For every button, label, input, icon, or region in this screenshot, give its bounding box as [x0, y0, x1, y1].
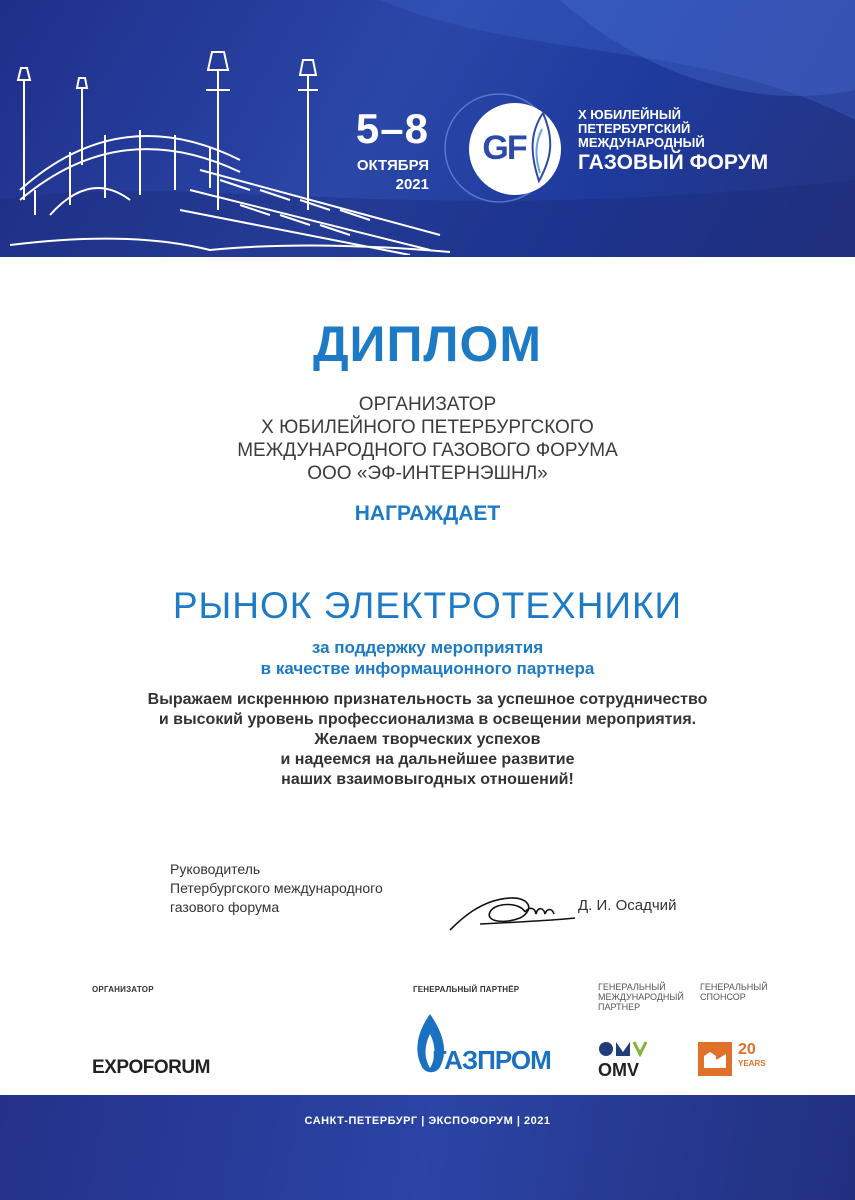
- gazprom-logo-text: ГАЗПРОМ: [432, 1045, 551, 1075]
- awards-heading: НАГРАЖДАЕТ: [354, 502, 501, 525]
- organizer-line: X ЮБИЛЕЙНОГО ПЕТЕРБУРГСКОГО: [261, 417, 594, 438]
- forum-logo-text: GF: [482, 129, 526, 167]
- organizer-line: ОРГАНИЗАТОР: [358, 394, 497, 415]
- sponsor-emblem-icon: [698, 1042, 732, 1076]
- signatory-role: [170, 860, 383, 917]
- forum-logo: [469, 103, 561, 195]
- forum-name-line2: ПЕТЕРБУРГСКИЙ: [578, 121, 691, 136]
- thanks-line: наших взаимовыгодных отношений!: [281, 771, 574, 788]
- intl-partner-label-line: ПАРТНЕР: [598, 1002, 641, 1012]
- signatory-role-line: Петербургского международного: [170, 880, 383, 896]
- thanks-line: Желаем творческих успехов: [314, 731, 541, 748]
- intl-partner-label-line: МЕЖДУНАРОДНЫЙ: [598, 992, 684, 1002]
- signatory-role-line: Руководитель: [170, 861, 261, 877]
- header-banner: [0, 0, 855, 257]
- sponsor-badge-sub: YEARS: [738, 1059, 766, 1068]
- sponsor-badge-number: 20: [738, 1041, 756, 1058]
- sponsor-label: [700, 982, 768, 1002]
- thanks-line: Выражаем искреннюю признательность за успешное сотрудничество: [147, 691, 708, 708]
- omv-logo-icon: [598, 1040, 648, 1058]
- event-dates: [333, 105, 429, 195]
- forum-name-line1: X ЮБИЛЕЙНЫЙ: [578, 107, 681, 122]
- intl-partner-label-line: ГЕНЕРАЛЬНЫЙ: [598, 982, 666, 992]
- organizer-line: МЕЖДУНАРОДНОГО ГАЗОВОГО ФОРУМА: [237, 440, 618, 461]
- sponsor-logo: [698, 1042, 770, 1080]
- sponsor-label-line: СПОНСОР: [700, 992, 746, 1002]
- forum-name-line3: МЕЖДУНАРОДНЫЙ: [578, 135, 705, 150]
- thanks-line: и высокий уровень профессионализма в освещении мероприятия.: [158, 711, 697, 728]
- reason-block: [0, 637, 855, 679]
- forum-name-line4: ГАЗОВЫЙ ФОРУМ: [578, 151, 769, 174]
- omv-logo-text: OMV: [598, 1060, 640, 1080]
- dates-range: 5–8: [355, 105, 429, 152]
- diploma-title: ДИПЛОМ: [312, 316, 543, 372]
- organizer-block: [0, 393, 855, 485]
- general-partner-label: ГЕНЕРАЛЬНЫЙ ПАРТНЁР: [413, 985, 520, 994]
- recipient-name: РЫНОК ЭЛЕКТРОТЕХНИКИ: [172, 585, 683, 626]
- thanks-line: и надеемся на дальнейшее развитие: [280, 751, 575, 768]
- intl-partner-label: [598, 982, 684, 1012]
- dates-month: ОКТЯБРЯ: [356, 157, 429, 174]
- footer-text: САНКТ-ПЕТЕРБУРГ | ЭКСПОФОРУМ | 2021: [304, 1115, 551, 1127]
- thanks-block: [0, 690, 855, 790]
- sponsor-label-line: ГЕНЕРАЛЬНЫЙ: [700, 982, 768, 992]
- reason-line: за поддержку мероприятия: [311, 638, 544, 657]
- dates-year: 2021: [395, 176, 429, 193]
- organizer-label: ОРГАНИЗАТОР: [92, 985, 154, 994]
- handwritten-signature: [440, 880, 580, 940]
- expoforum-logo: EXPOFORUM: [92, 1057, 210, 1078]
- signatory-role-line: газового форума: [170, 899, 280, 915]
- signatory-name: Д. И. Осадчий: [578, 897, 677, 914]
- forum-name: [578, 108, 768, 176]
- flame-icon: [529, 111, 555, 185]
- footer-banner: [0, 1095, 855, 1200]
- organizer-line: ООО «ЭФ-ИНТЕРНЭШНЛ»: [307, 463, 548, 484]
- reason-line: в качестве информационного партнера: [260, 659, 595, 678]
